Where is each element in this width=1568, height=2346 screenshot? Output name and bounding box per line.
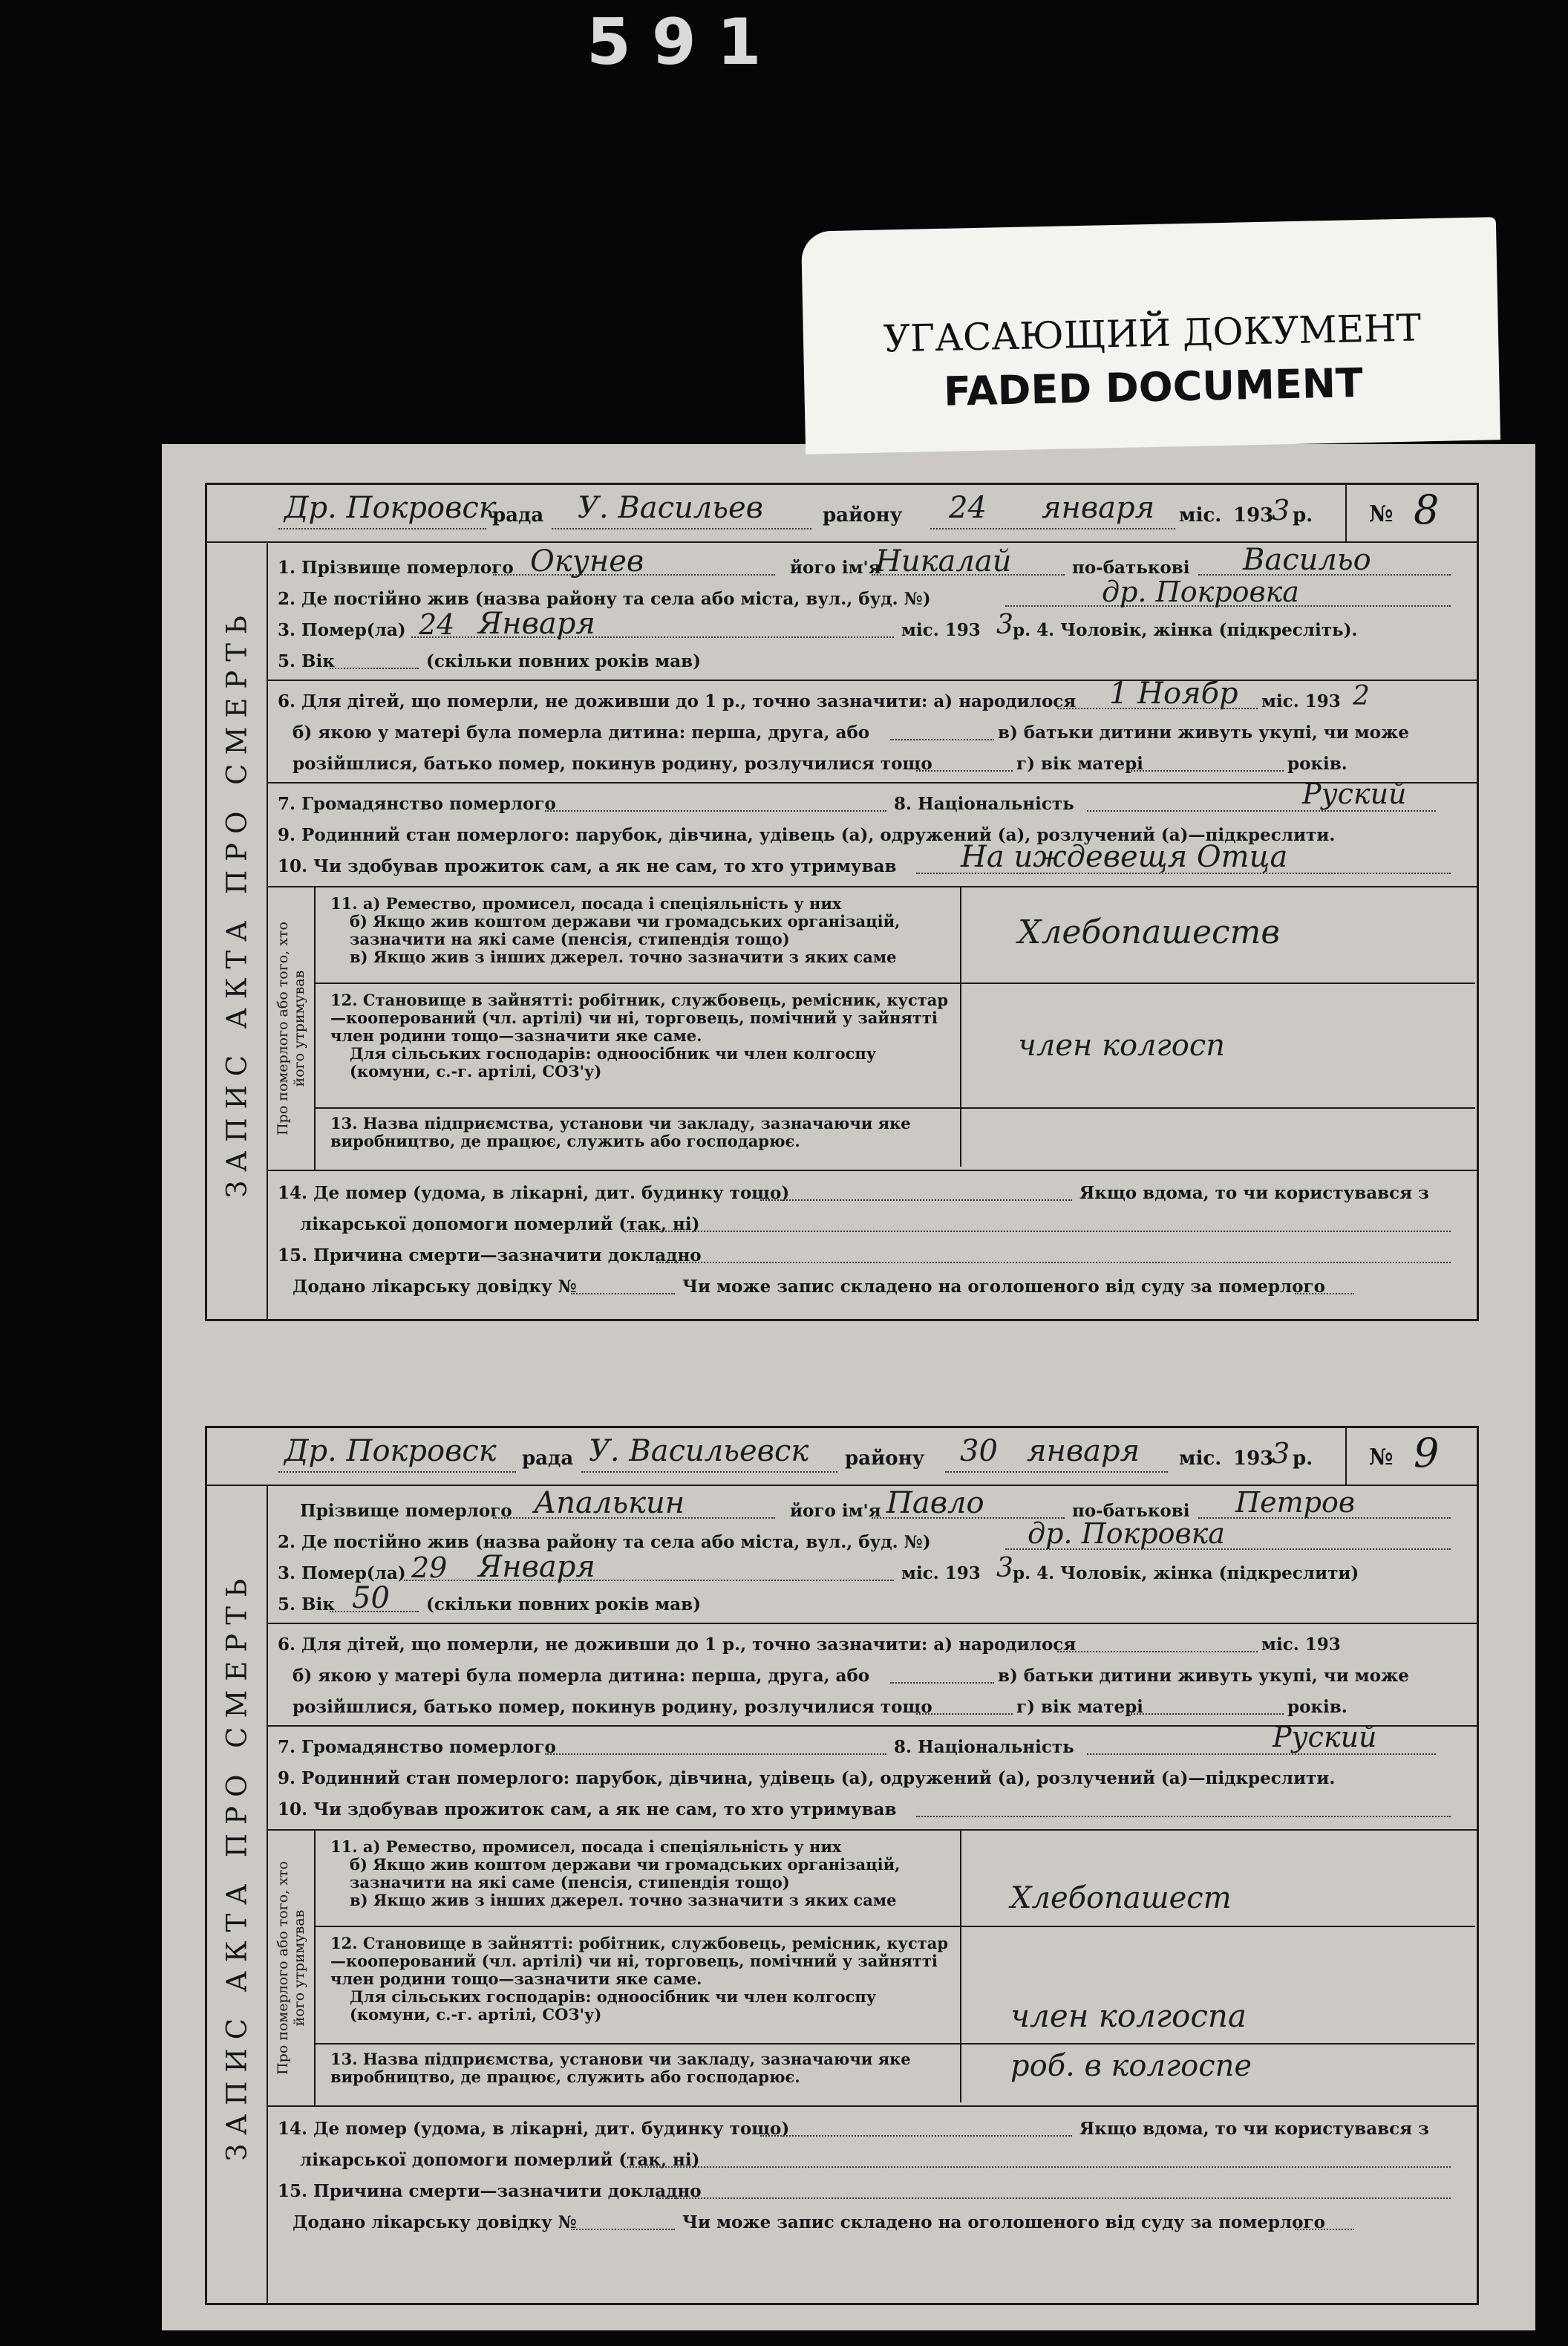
field-12-label: 12. Становище в зайнятті: робітник, службовець, ремісник, кустар—кооперований (чл. артілі) чи ні, торговець, помічний у зайнятті член родини тощо—зазначити яке саме. [330, 1934, 949, 1988]
status-value: член колгоспа [1010, 1998, 1247, 2034]
field-6c-row [278, 748, 1458, 776]
header-rada-label: рада [522, 1447, 574, 1470]
field-14b-label: лікарської допомоги померлий (так, ні) [300, 1214, 700, 1234]
side-title: ЗАПИС АКТА ПРО СМЕРТЬ [220, 1570, 253, 2161]
death-year-digit: 3 [996, 610, 1013, 640]
field-1-row [278, 1486, 1458, 1523]
header-mis-label: міс. [1179, 504, 1222, 527]
field-5-tail: (скільки повних років мав) [426, 1594, 702, 1614]
field-1-name-label: його ім'я [790, 1501, 881, 1521]
field-15-row [278, 1239, 1458, 1268]
field-11b-label: б) Якщо жив коштом держави чи громадських організацій, зазначити на які саме (пенсія, стипендія тощо) [350, 1855, 901, 1892]
name-value: Никалай [875, 544, 1012, 579]
field-13-block [314, 1115, 982, 1150]
field-14-row [278, 1177, 1458, 1205]
nationality-value: Руский [1302, 778, 1407, 810]
faded-tag-en: FADED DOCUMENT [943, 359, 1364, 415]
field-2-label: 2. Де постійно жив (назва району та села або міста, вул., буд. №) [278, 1532, 931, 1552]
occupation-side-label-cell [268, 887, 316, 1170]
field-14-tail: Якщо вдома, то чи користувався з [1079, 1183, 1429, 1203]
field-12-label: 12. Становище в зайнятті: робітник, службовець, ремісник, кустар—кооперований (чл. артілі) чи ні, торговець, помічний у зайнятті член родини тощо—зазначити яке саме. [330, 991, 949, 1045]
field-13-label: 13. Назва підприємства, установи чи закладу, зазначаючи яке виробництво, де працює, служить або господарює. [330, 1114, 911, 1150]
header-rada: У. Васильевск [589, 1434, 809, 1468]
header-rada: У. Васильев [578, 491, 763, 525]
support-value: На иждевещя Отца [961, 840, 1288, 874]
nationality-value: Руский [1273, 1721, 1377, 1753]
birth-value: 1 Ноябр [1109, 677, 1238, 711]
field-5-label: 5. Вік [278, 651, 335, 671]
field-7-row [278, 778, 1458, 816]
field-6b-row [278, 1660, 1458, 1688]
record-header [207, 485, 1477, 543]
field-16-row [278, 1271, 1458, 1299]
header-r-label: р. [1293, 504, 1313, 527]
field-8-label: 8. Національність [894, 1737, 1074, 1757]
field-10-row [278, 840, 1458, 879]
field-16-label: Додано лікарську довідку № [293, 2212, 577, 2232]
field-9-row [278, 1762, 1458, 1791]
occupation-section [267, 1829, 1478, 2107]
field-6b-label: б) якою у матері була померла дитина: перша, друга, або [293, 723, 870, 743]
death-record-card-8 [205, 483, 1479, 1321]
header-day: 30 [960, 1434, 998, 1468]
field-14b-label: лікарської допомоги померлий (так, ні) [300, 2150, 700, 2170]
field-6a-label: 6. Для дітей, що померли, не доживши до 1 р., точно зазначити: а) народилося [278, 691, 1077, 711]
residence-value: др. Покровка [1102, 576, 1299, 608]
field-6b-tail: в) батьки дитини живуть укупі, чи може [998, 723, 1409, 743]
field-8-label: 8. Національність [894, 794, 1074, 814]
record-header [207, 1428, 1477, 1486]
header-day: 24 [949, 491, 987, 525]
field-12b-label: Для сільських господарів: одноосібник чи член колгоспу (комуни, с.-г. артілі, СОЗ'у) [350, 1044, 877, 1081]
header-place: Др. Покровск [284, 491, 497, 525]
patronymic-value: Васильо [1243, 543, 1371, 577]
field-10-label: 10. Чи здобував прожиток сам, а як не сам, то хто утримував [278, 856, 897, 876]
field-1-patronymic-label: по-батькові [1072, 1501, 1190, 1521]
field-1-patronymic-label: по-батькові [1072, 558, 1190, 578]
field-11a-label: 11. а) Ремество, промисел, посада і спеціяльність у них [330, 1837, 842, 1856]
field-14b-row [278, 1208, 1458, 1236]
record-number: 8 [1414, 486, 1440, 533]
archive-number: 591 [587, 5, 783, 79]
occupation-side-label: Про померлого або того, хто його утримував [275, 1861, 307, 2075]
field-16-tail: Чи може запис складено на оголошеного від суду за померлого [682, 2212, 1325, 2232]
field-6a-tail: міс. 193 [1261, 691, 1341, 711]
record-number-box [1345, 485, 1477, 541]
death-record-card-9 [205, 1426, 1479, 2305]
side-title-strip [207, 485, 268, 1319]
field-11b-label: б) Якщо жив коштом держави чи громадських організацій, зазначити на які саме (пенсія, стипендія тощо) [350, 912, 901, 948]
field-10-row [278, 1793, 1458, 1822]
record-number-box [1345, 1428, 1477, 1485]
field-3-year-label: міс. 193 [901, 620, 981, 640]
residence-value: др. Покровка [1028, 1517, 1225, 1550]
field-5-row [278, 1581, 1458, 1617]
header-month: января [1027, 1434, 1140, 1468]
field-11a-label: 11. а) Ремество, промисел, посада і спеціяльність у них [330, 894, 842, 913]
field-14-tail: Якщо вдома, то чи користувався з [1079, 2119, 1429, 2139]
field-10-label: 10. Чи здобував прожиток сам, а як не сам, то хто утримував [278, 1799, 897, 1819]
field-6c-tail: г) вік матері [1016, 1697, 1143, 1717]
field-5-row [278, 645, 1458, 674]
faded-tag-ru: УГАСАЮЩИЙ ДОКУМЕНТ [883, 306, 1422, 361]
field-12b-label: Для сільських господарів: одноосібник чи член колгоспу (комуни, с.-г. артілі, СОЗ'у) [350, 1987, 877, 2024]
field-6b-label: б) якою у матері була померла дитина: перша, друга, або [293, 1666, 870, 1686]
field-3-row [278, 1550, 1458, 1586]
field-11c-label: в) Якщо жив з інших джерел. точно зазначити з яких саме [350, 1891, 897, 1909]
field-7-row [278, 1721, 1458, 1759]
occupation-value: Хлебопашест [1010, 1881, 1232, 1915]
field-11-block [314, 895, 982, 966]
field-16-tail: Чи може запис складено на оголошеного від суду за померлого [682, 1277, 1325, 1297]
field-6c-tail2: років. [1287, 754, 1348, 774]
occupation-side-label: Про померлого або того, хто його утримував [275, 922, 307, 1135]
header-year: 193 [1233, 1447, 1274, 1470]
death-day-value: 29 [411, 1551, 448, 1584]
field-14-label: 14. Де помер (удома, в лікарні, дит. будинку тощо) [278, 1183, 790, 1203]
death-day-value: 24 [419, 608, 455, 641]
header-month: января [1042, 491, 1155, 525]
field-11-block [314, 1838, 982, 1909]
age-value: 50 [352, 1581, 390, 1615]
occupation-section [267, 886, 1478, 1171]
death-month-value: Января [478, 1550, 595, 1584]
field-6b-tail: в) батьки дитини живуть укупі, чи може [998, 1666, 1409, 1686]
surname-value: Окунев [530, 544, 644, 579]
field-6c-label: розійшлися, батько помер, покинув родину, розлучилися тощо [293, 1697, 932, 1717]
field-15-label: 15. Причина смерти—зазначити докладно [278, 2181, 702, 2201]
name-value: Павло [886, 1486, 984, 1520]
workplace-value: роб. в колгоспе [1010, 2049, 1252, 2083]
field-4-label: р. 4. Чоловік, жінка (підкресліть). [1013, 620, 1358, 640]
field-2-row [278, 1517, 1458, 1554]
field-9-label: 9. Родинний стан померлого: парубок, дівчина, удівець (а), одружений (а), розлучений (а)—підкреслити. [278, 825, 1336, 845]
death-month-value: Января [478, 607, 595, 641]
field-6a-row [278, 677, 1458, 714]
occupation-value: Хлебопашеств [1018, 913, 1280, 951]
field-2-row [278, 576, 1458, 611]
field-3-year-label: міс. 193 [901, 1563, 981, 1583]
field-11c-label: в) Якщо жив з інших джерел. точно зазначити з яких саме [350, 948, 897, 966]
number-label: № [1369, 501, 1394, 527]
field-16-label: Додано лікарську довідку № [293, 1277, 577, 1297]
field-16-row [278, 2206, 1458, 2235]
header-year-digit: 3 [1272, 1437, 1290, 1470]
field-12-block [314, 991, 982, 1081]
side-title-strip [207, 1428, 268, 2303]
number-label: № [1369, 1444, 1394, 1470]
document-sheet [162, 444, 1535, 2330]
field-15-row [278, 2175, 1458, 2203]
header-year: 193 [1233, 504, 1274, 527]
header-place: Др. Покровск [284, 1434, 497, 1468]
header-rada-label: рада [492, 504, 544, 527]
field-2-label: 2. Де постійно жив (назва району та села або міста, вул., буд. №) [278, 589, 931, 609]
field-6a-row [278, 1629, 1458, 1657]
header-raion-label: району [845, 1447, 925, 1470]
status-value: член колгосп [1018, 1029, 1225, 1063]
field-12-block [314, 1935, 982, 2024]
field-13-block [314, 2050, 982, 2086]
surname-value: Апалькин [534, 1486, 685, 1520]
field-6a-tail: міс. 193 [1261, 1635, 1341, 1655]
field-6a-label: 6. Для дітей, що померли, не доживши до 1 р., точно зазначити: а) народилося [278, 1635, 1077, 1655]
field-14-row [278, 2113, 1458, 2141]
header-year-digit: 3 [1272, 494, 1290, 527]
field-7-label: 7. Громадянство померлого [278, 794, 556, 814]
header-raion-label: району [823, 504, 903, 527]
header-mis-label: міс. [1179, 1447, 1222, 1470]
field-3-label: 3. Помер(ла) [278, 1563, 406, 1583]
field-14-label: 14. Де помер (удома, в лікарні, дит. будинку тощо) [278, 2119, 790, 2139]
field-3-label: 3. Помер(ла) [278, 620, 406, 640]
faded-document-tag [801, 217, 1500, 454]
patronymic-value: Петров [1235, 1486, 1355, 1519]
field-9-label: 9. Родинний стан померлого: парубок, дівчина, удівець (а), одружений (а), розлучений (а)—підкреслити. [278, 1768, 1336, 1788]
field-6c-tail2: років. [1287, 1697, 1348, 1717]
field-13-label: 13. Назва підприємства, установи чи закладу, зазначаючи яке виробництво, де працює, служить або господарює. [330, 2050, 911, 2086]
field-6c-row [278, 1691, 1458, 1719]
death-year-digit: 3 [996, 1553, 1013, 1583]
header-r-label: р. [1293, 1447, 1313, 1470]
field-3-row [278, 607, 1458, 642]
field-1-name-label: його ім'я [790, 558, 881, 578]
field-7-label: 7. Громадянство померлого [278, 1737, 556, 1757]
field-5-label: 5. Вік [278, 1594, 335, 1614]
field-1-label: 1. Прізвище померлого [278, 558, 514, 578]
side-title: ЗАПИС АКТА ПРО СМЕРТЬ [220, 606, 253, 1198]
field-1-label: Прізвище померлого [300, 1501, 512, 1521]
field-6c-tail: г) вік матері [1016, 754, 1143, 774]
occupation-side-label-cell [268, 1831, 316, 2105]
field-6b-row [278, 717, 1458, 745]
field-6c-label: розійшлися, батько помер, покинув родину, розлучилися тощо [293, 754, 932, 774]
field-14b-row [278, 2144, 1458, 2172]
birth-year-digit: 2 [1353, 681, 1370, 711]
field-5-tail: (скільки повних років мав) [426, 651, 702, 671]
field-15-label: 15. Причина смерти—зазначити докладно [278, 1245, 702, 1265]
record-number: 9 [1414, 1430, 1440, 1476]
field-4-label: р. 4. Чоловік, жінка (підкреслити) [1013, 1563, 1359, 1583]
